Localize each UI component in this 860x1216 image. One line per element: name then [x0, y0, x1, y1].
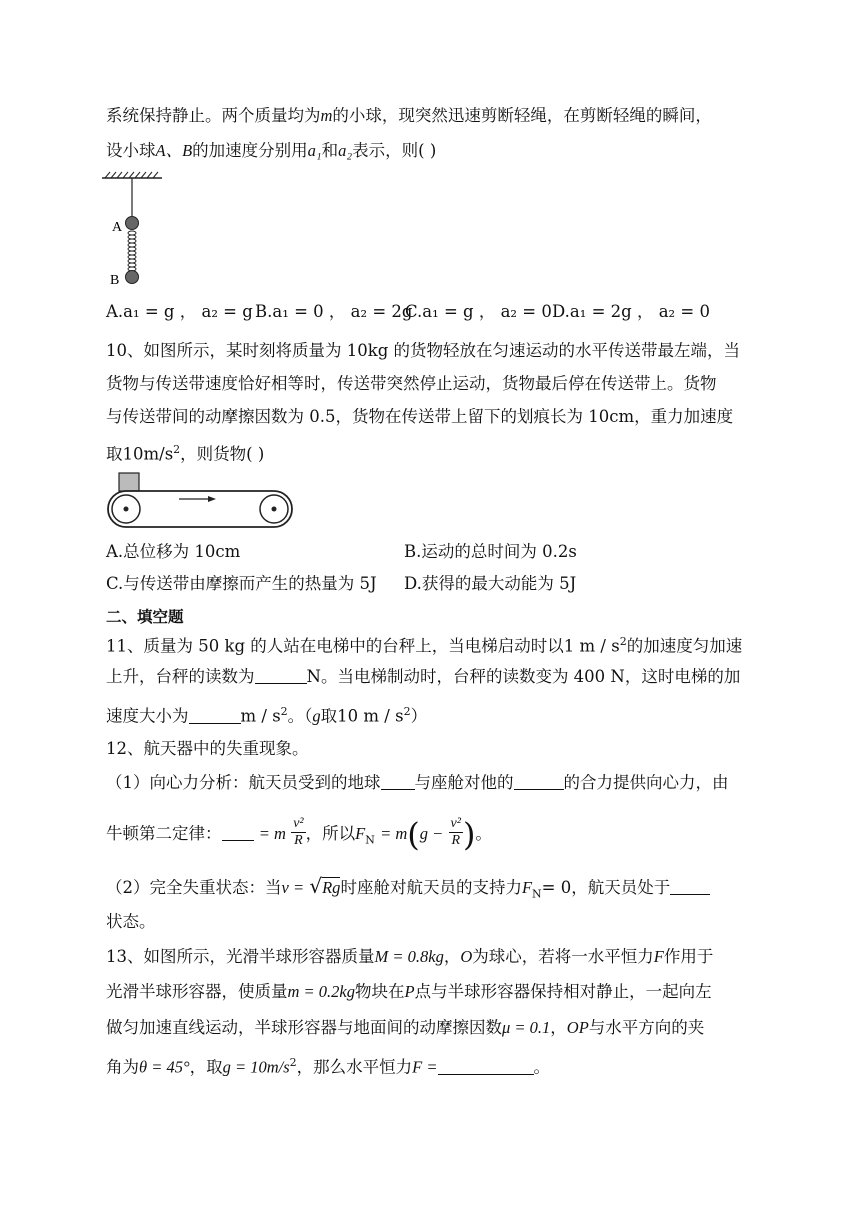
q11-line2: 上升，台秤的读数为 N。当电梯制动时，台秤的读数变为 400 N，这时电梯的加	[106, 667, 741, 686]
fraction: $\frac{\text{v²}}{R}$	[450, 816, 461, 848]
blank-input[interactable]	[438, 1056, 534, 1075]
q12-p3: （2）完全失重状态：当v = √Rg时座舱对航天员的支持力$F_N= 0$，航天员处于	[106, 874, 710, 906]
label-b: B	[110, 273, 120, 288]
q10-option-c[interactable]: C.与传送带由摩擦而产生的热量为 5J	[106, 574, 377, 593]
q13-line3: 做匀加速直线运动，半球形容器与地面间的动摩擦因数μ = 0.1，OP与水平方向的夹	[106, 1018, 705, 1037]
ball-a	[126, 217, 139, 230]
q10-line1: 10、如图所示，某时刻将质量为 10kg 的货物轻放在匀速运动的水平传送带最左端，当	[106, 341, 741, 360]
q13-line1: 13、如图所示，光滑半球形容器质量M = 0.8kg，O为球心，若将一水平恒力F作用于	[106, 947, 714, 966]
q13-line2: 光滑半球形容器，使质量m = 0.2kg物块在P点与半球形容器保持相对静止，一起向左	[106, 982, 712, 1001]
blank-input[interactable]	[670, 876, 710, 895]
ball-b	[126, 271, 139, 284]
blank-input[interactable]	[222, 822, 254, 841]
label-a: A	[112, 220, 123, 235]
q12-p1: （1）向心力分析：航天员受到的地球 与座舱对他的 的合力提供向心力，由	[106, 773, 729, 792]
q10-line4: 取$10m/s^2$，则货物( )	[106, 443, 265, 464]
q10-option-a[interactable]: A.总位移为 10cm	[106, 542, 241, 561]
blank-input[interactable]	[514, 771, 564, 790]
q9-option-c[interactable]: C.a₁ = g ， a₂ = 0	[405, 302, 552, 321]
q10-option-b[interactable]: B.运动的总时间为 0.2s	[404, 542, 577, 561]
q10-option-d[interactable]: D.获得的最大动能为 5J	[404, 574, 577, 593]
cargo-box	[119, 473, 139, 491]
q9-intro-line1: 系统保持静止。两个质量均为m的小球，现突然迅速剪断轻绳，在剪断轻绳的瞬间，	[106, 106, 712, 125]
q13-line4: 角为θ = 45°，取$g = 10m/s^2$，那么水平恒力F = 。	[106, 1056, 550, 1077]
q9-intro-line2: 设小球A、B的加速度分别用a₁和a₂表示，则( )	[106, 141, 437, 160]
blank-input[interactable]	[255, 665, 307, 684]
blank-input[interactable]	[381, 771, 415, 790]
q12-p2: 牛顿第二定律： = m $\frac{\text{v²}}{R}$ ，所以$F_N = m(g$ − $\frac{\text{v²}}{R}$ )。	[106, 815, 492, 854]
conveyor-figure	[104, 470, 299, 530]
q11-line3: 速度大小为 m / $s^2$。（g取10 m / $s^2$）	[106, 705, 428, 726]
q10-line2: 货物与传送带速度恰好相等时，传送带突然停止运动，货物最后停在传送带上。货物	[106, 374, 717, 393]
q10-line3: 与传送带间的动摩擦因数为 0.5，货物在传送带上留下的划痕长为 10cm，重力加速度	[106, 407, 734, 426]
q9-option-d[interactable]: D.a₁ = 2g ， a₂ = 0	[552, 302, 710, 321]
fraction: $\frac{\text{v²}}{R}$	[293, 816, 304, 848]
spring-figure	[100, 170, 170, 290]
q12-p4: 状态。	[106, 912, 156, 931]
q11-line1: 11、质量为 50 kg 的人站在电梯中的台秤上，当电梯启动时以1 m / $s^2$的加速度匀加速	[106, 635, 743, 656]
q12-title: 12、航天器中的失重现象。	[106, 739, 309, 758]
q9-option-a[interactable]: A.a₁ = g ， a₂ = g	[106, 302, 253, 321]
q9-option-b[interactable]: B.a₁ = 0 ， a₂ = 2g	[255, 302, 413, 321]
blank-input[interactable]	[189, 705, 241, 724]
section-title: 二、填空题	[106, 608, 184, 626]
